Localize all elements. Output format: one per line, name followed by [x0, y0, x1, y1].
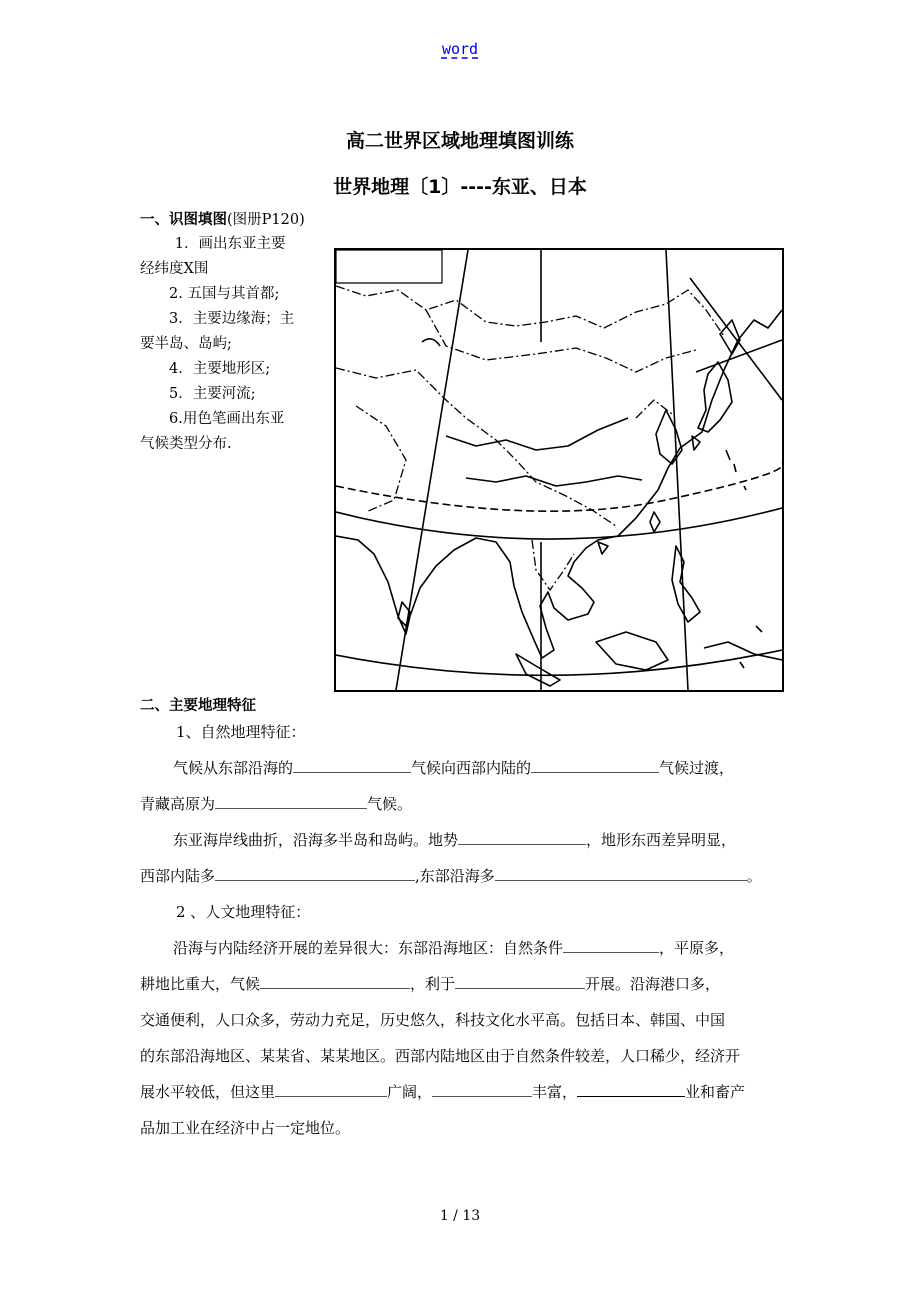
- p1-text-a: 气候从东部沿海的: [173, 759, 294, 777]
- section2-body: [140, 714, 790, 1146]
- p3-line5: [140, 1074, 790, 1110]
- sumatra-island: [516, 654, 560, 686]
- header-word-link[interactable]: word: [441, 40, 479, 58]
- blank-coastal-climate[interactable]: [293, 758, 411, 773]
- p1-line1: [140, 750, 790, 786]
- hainan-island: [598, 542, 608, 554]
- blank-plateau-climate[interactable]: [215, 794, 367, 809]
- blank-climate-type[interactable]: [260, 974, 410, 989]
- section1-heading: [140, 208, 305, 229]
- sub1-title: 1、自然地理特征：: [176, 723, 306, 741]
- task-item-2: 2. 五国与其首都;: [169, 286, 280, 302]
- task-item-6a: 6.用色笔画出东亚: [169, 411, 285, 427]
- p1-text-c: 气候过渡，: [659, 759, 735, 777]
- section1-heading-text: 一、识图填图: [140, 212, 227, 228]
- map-inset-box: [336, 250, 442, 283]
- taiwan-island: [650, 512, 660, 532]
- meridian-4: [690, 278, 782, 400]
- p1-line2: [140, 786, 790, 822]
- p2-line2: [140, 858, 790, 894]
- p1-text-d: 青藏高原为: [140, 795, 216, 813]
- task-item-4: 4．主要地形区;: [169, 361, 271, 377]
- blank-west-landform[interactable]: [215, 866, 415, 881]
- p3-line2: [140, 966, 790, 1002]
- parallel-line-2: [336, 650, 782, 675]
- blank-natural-conditions[interactable]: [563, 938, 659, 953]
- p3-line3: 交通便利，人口众多，劳动力充足，历史悠久，科技文化水平高。包括日本、韩国、中国: [140, 1011, 726, 1029]
- blank-rich-resources[interactable]: [432, 1082, 532, 1097]
- task-list: [140, 232, 320, 457]
- p3-text-a: 沿海与内陆经济开展的差异很大：东部沿海地区：自然条件: [173, 939, 564, 957]
- section1-heading-note: (图册P120): [227, 212, 305, 228]
- river-changjiang: [466, 476, 642, 486]
- korea-border: [636, 400, 672, 418]
- p2-line1: [140, 822, 790, 858]
- blank-terrain[interactable]: [458, 830, 586, 845]
- p2-text-e: 。: [746, 867, 762, 885]
- blank-vast-land[interactable]: [275, 1082, 387, 1097]
- p2-text-c: 西部内陆多: [140, 867, 216, 885]
- p3-text-d: ，利于: [410, 975, 456, 993]
- p3-text-c: 耕地比重大，气候: [140, 975, 261, 993]
- sub2-title: 2 、人文地理特征：: [176, 903, 311, 921]
- china-south-border: [336, 368, 616, 526]
- blank-development[interactable]: [455, 974, 585, 989]
- task-item-3b: 要半岛、岛屿;: [140, 336, 232, 352]
- japan-hokkaido: [720, 320, 740, 354]
- small-islands: [726, 450, 762, 668]
- task-item-5: 5．主要河流;: [169, 386, 256, 402]
- blank-industry[interactable]: [577, 1082, 685, 1097]
- map-drawing: [336, 250, 782, 690]
- parallel-line-1: [336, 508, 782, 539]
- indochina-border: [532, 540, 574, 590]
- section2-heading: 二、主要地理特征: [140, 698, 256, 714]
- p3-line4: 的东部沿海地区、某某省、某某地区。西部内陆地区由于自然条件较差，人口稀少，经济开: [140, 1047, 741, 1065]
- blank-inland-climate[interactable]: [531, 758, 659, 773]
- korea-peninsula: [656, 410, 682, 464]
- p3-line6: 品加工业在经济中占一定地位。: [140, 1119, 351, 1137]
- japan-honshu: [698, 362, 732, 432]
- borneo-island: [596, 632, 668, 670]
- p3-text-k: 业和畜产: [685, 1083, 746, 1101]
- graticule-ne: [696, 340, 782, 372]
- p3-text-e: 开展。沿海港口多，: [585, 975, 721, 993]
- east-asia-blank-map: [334, 248, 784, 692]
- p1-text-b: 气候向西部内陆的: [411, 759, 532, 777]
- p2-text-d: ,东部沿海多: [415, 867, 495, 885]
- p1-text-e: 气候。: [367, 795, 413, 813]
- philippines-islands: [672, 546, 700, 622]
- blank-east-landform[interactable]: [495, 866, 747, 881]
- task-item-3a: 3．主要边缘海；主: [169, 311, 295, 327]
- p3-text-i: 广阔，: [387, 1083, 433, 1101]
- mainland-coastline: [336, 310, 782, 658]
- mongolia-russia-border: [336, 286, 724, 336]
- task-item-1b: 经纬度X围: [140, 261, 209, 277]
- p3-line1: [140, 930, 790, 966]
- meridian-3: [666, 250, 688, 690]
- p3-text-j: 丰富，: [532, 1083, 578, 1101]
- page-number: 1 / 13: [439, 1208, 481, 1224]
- page-title: 高二世界区域地理填图训练: [345, 130, 574, 152]
- task-item-6b: 气候类型分布.: [140, 436, 232, 452]
- p3-text-h: 展水平较低，但这里: [140, 1083, 276, 1101]
- p2-text-b: ，地形东西差异明显，: [586, 831, 737, 849]
- p2-text-a: 东亚海岸线曲折，沿海多半岛和岛屿。地势: [173, 831, 459, 849]
- p3-text-b: ，平原多，: [659, 939, 735, 957]
- south-asia-border: [356, 406, 406, 512]
- task-item-1a: 1．画出东亚主要: [174, 236, 286, 252]
- lake-shape: [422, 339, 440, 346]
- page-subtitle: 世界地理〔1〕----东亚、日本: [333, 176, 587, 198]
